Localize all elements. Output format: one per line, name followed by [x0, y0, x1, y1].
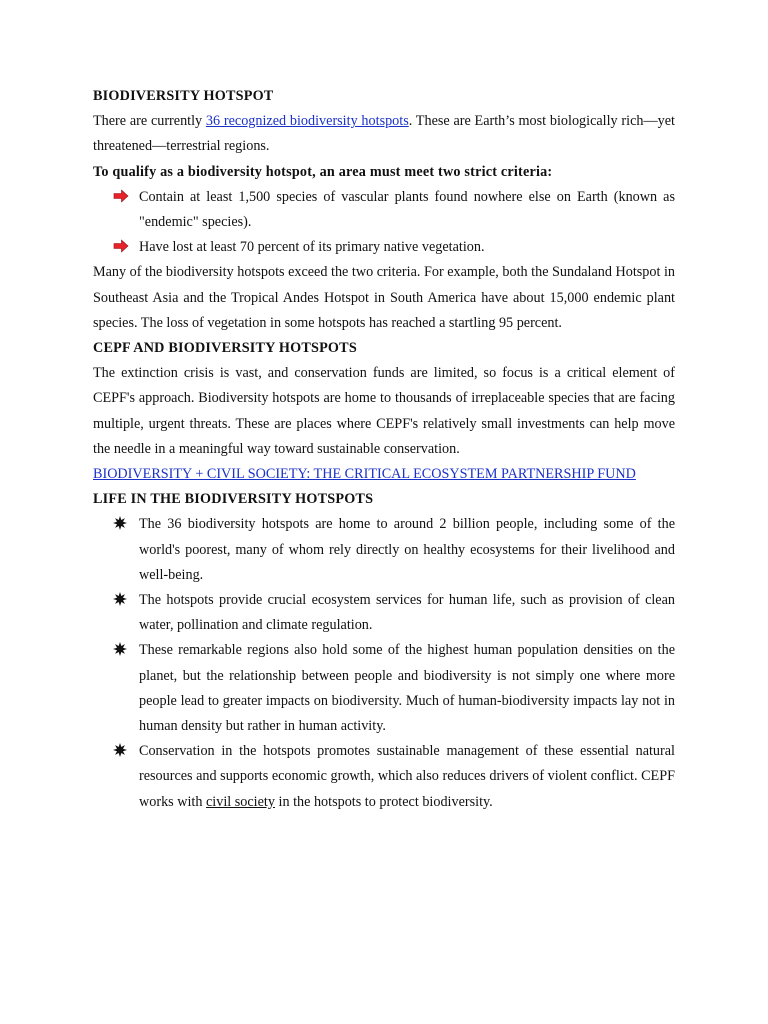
list-item [93, 638, 675, 739]
criteria-paragraph: Many of the biodiversity hotspots exceed the two criteria. For example, both the Sundaland Hotspot in Southeast Asia and the Tropical Andes Hotspot in South America have about 15,000 endemic plant species. The loss of vegetation in some hotspots has reached a startling 95 percent. [93, 264, 675, 331]
right-arrow-icon [113, 239, 129, 255]
criteria-list [93, 185, 675, 261]
list-item [93, 235, 675, 260]
life-item-text-before: Conservation in the hotspots promotes sustainable management of these essential natural resources and supports economic growth, which also reduces drivers of violent conflict. CEPF works with [139, 743, 675, 810]
starburst-icon [113, 592, 129, 608]
starburst-icon [113, 642, 129, 658]
starburst-icon [113, 516, 129, 532]
list-item [93, 739, 675, 815]
life-item-text: The 36 biodiversity hotspots are home to around 2 billion people, including some of the world's poorest, many of whom rely directly on healthy ecosystems for their livelihood and well-being. [139, 516, 675, 583]
list-item [93, 512, 675, 588]
criteria-heading: To qualify as a biodiversity hotspot, an area must meet two strict criteria: [93, 163, 553, 180]
life-item-text: The hotspots provide crucial ecosystem services for human life, such as provision of clean water, pollination and climate regulation. [139, 592, 675, 634]
list-item [93, 588, 675, 638]
starburst-icon [113, 743, 129, 759]
civil-society-link[interactable]: civil society [206, 793, 275, 810]
document-page [93, 84, 675, 815]
intro-text-after: . These are Earth’s most biologically rich—yet threatened—terrestrial regions. [93, 113, 675, 155]
life-item-text: These remarkable regions also hold some of the highest human population densities on the planet, but the relationship between people and biodiversity is not simply one where more people lead to greater impacts on biodiversity. Much of human-biodiversity impacts lay not in human density but rather in human activity. [139, 642, 675, 735]
criteria-item-text: Have lost at least 70 percent of its primary native vegetation. [139, 239, 485, 256]
section-heading-life: LIFE IN THE BIODIVERSITY HOTSPOTS [93, 491, 374, 508]
cepf-link-paragraph [93, 462, 675, 487]
cepf-fund-link[interactable]: BIODIVERSITY + CIVIL SOCIETY: THE CRITICAL ECOSYSTEM PARTNERSHIP FUND [93, 466, 636, 483]
recognized-hotspots-link[interactable]: 36 recognized biodiversity hotspots [205, 113, 409, 130]
list-item [93, 185, 675, 235]
life-list [93, 512, 675, 814]
life-item-text-after: in the hotspots to protect biodiversity. [274, 793, 493, 810]
criteria-item-text: Contain at least 1,500 species of vascular plants found nowhere else on Earth (known as "endemic" species). [139, 188, 675, 231]
section-heading-biodiversity-hotspot: BIODIVERSITY HOTSPOT [93, 88, 274, 104]
intro-paragraph [93, 109, 675, 159]
cepf-paragraph: The extinction crisis is vast, and conservation funds are limited, so focus is a critical element of CEPF's approach. Biodiversity hotspots are home to thousands of irreplaceable species that are facing multiple, urgent threats. These are places where CEPF's relatively small investments can help move the needle in a meaningful way toward sustainable conservation. [93, 365, 675, 457]
section-heading-cepf: CEPF AND BIODIVERSITY HOTSPOTS [93, 340, 357, 357]
right-arrow-icon [113, 189, 129, 205]
intro-text-before: There are currently [93, 113, 206, 130]
